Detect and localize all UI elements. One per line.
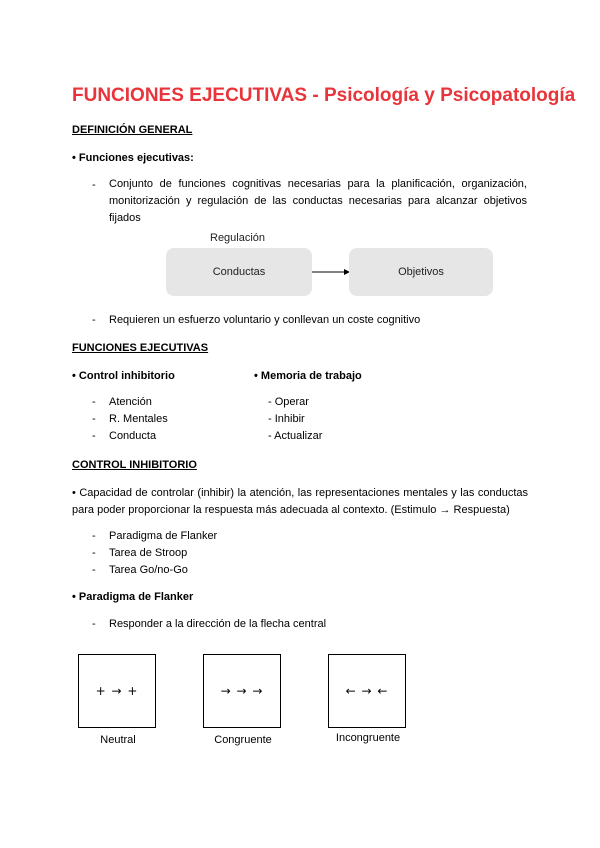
list-dash: - [92,179,96,191]
list-item: Paradigma de Flanker [109,530,218,542]
list-item: - Inhibir [268,413,305,425]
list-dash: - [92,430,96,442]
definition-line: fijados [109,212,141,224]
definition-line: Conjunto de funciones cognitivas necesarias para la planificación, organización, [109,178,527,190]
list-item: Atención [109,396,152,408]
control-paragraph [72,485,528,519]
section-heading-control: CONTROL INHIBITORIO [72,459,197,471]
list-dash: - [92,314,96,326]
arrow-right-icon [312,266,350,278]
bullet-control-inhibitorio: • Control inhibitorio [72,370,175,382]
list-item: R. Mentales [109,413,168,425]
section-heading-definicion: DEFINICIÓN GENERAL [72,124,193,136]
control-line: • Capacidad de controlar (inhibir) la atención, las representaciones mentales y las conductas [72,487,528,499]
list-item: - Actualizar [268,430,323,442]
diagram-box-objetivos: Objetivos [349,248,493,296]
section-heading-funciones: FUNCIONES EJECUTIVAS [72,342,209,354]
list-dash: - [92,413,96,425]
flanker-label-incongruente: Incongruente [335,732,401,744]
list-dash: - [92,396,96,408]
page-title: FUNCIONES EJECUTIVAS - Psicología y Psicopatología [72,85,576,106]
effort-item: Requieren un esfuerzo voluntario y conllevan un coste cognitivo [109,314,421,326]
list-item: Tarea Go/no-Go [109,564,188,576]
bullet-memoria-trabajo: • Memoria de trabajo [254,370,362,382]
list-dash: - [92,530,96,542]
bullet-funciones-ejecutivas: • Funciones ejecutivas: [72,152,194,164]
definition-line: monitorización y regulación de las conductas necesarias para alcanzar objetivos [109,195,527,207]
flanker-label-neutral: Neutral [100,734,136,746]
flanker-label-congruente: Congruente [214,734,272,746]
list-dash: - [92,564,96,576]
diagram-label-regulacion: Regulación [210,232,266,244]
list-item: Tarea de Stroop [109,547,188,559]
list-item: Conducta [109,430,157,442]
list-dash: - [92,618,96,630]
flanker-panel-incongruente: ← → ← [328,654,406,728]
list-item: - Operar [268,396,309,408]
diagram-box-conductas: Conductas [166,248,312,296]
definition-paragraph [109,176,527,227]
list-dash: - [92,547,96,559]
flanker-panel-congruente: → → → [203,654,281,728]
bullet-paradigma-flanker: • Paradigma de Flanker [72,591,194,603]
flanker-panel-neutral: + → + [78,654,156,728]
flanker-instruction: Responder a la dirección de la flecha central [109,618,327,630]
control-line: para poder proporcionar la respuesta más adecuada al contexto. (Estimulo → Respuesta) [72,504,510,516]
